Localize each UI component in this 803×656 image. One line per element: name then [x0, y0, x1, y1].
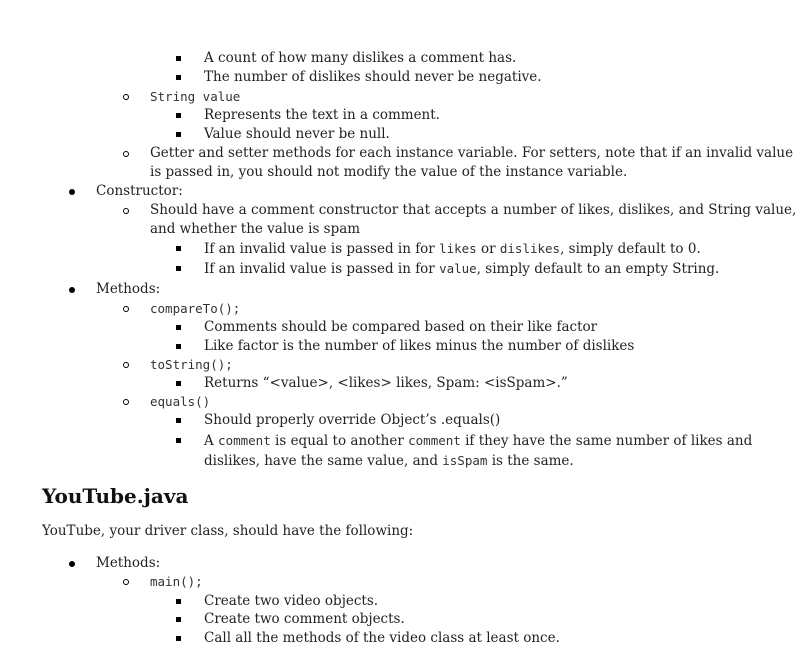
- list-item: Call all the methods of the video class at least once.: [204, 630, 560, 646]
- list-item: Create two video objects.: [204, 593, 379, 609]
- list-item: Should properly override Object’s .equals(): [204, 412, 501, 428]
- square-bullet-icon: [176, 381, 181, 386]
- disc-bullet-icon: [69, 287, 75, 293]
- list-item-code: String value: [150, 89, 241, 104]
- square-bullet-icon: [176, 246, 181, 251]
- section-heading: YouTube.java: [42, 484, 189, 508]
- circle-bullet-icon: [123, 362, 129, 368]
- circle-bullet-icon: [123, 208, 129, 214]
- circle-bullet-icon: [123, 151, 129, 157]
- square-bullet-icon: [176, 418, 181, 423]
- disc-bullet-icon: [69, 189, 75, 195]
- list-item: Getter and setter methods for each instance variable. For setters, note that if an invalid value: [150, 145, 794, 161]
- list-item: If an invalid value is passed in for likes or dislikes, simply default to 0.: [204, 241, 701, 257]
- list-item: Returns “<value>, <likes> likes, Spam: <isSpam>.”: [204, 375, 568, 391]
- method-name: main();: [150, 574, 203, 589]
- section-label: Methods:: [96, 555, 161, 571]
- circle-bullet-icon: [123, 579, 129, 585]
- square-bullet-icon: [176, 132, 181, 137]
- list-item-continuation: and whether the value is spam: [150, 221, 361, 237]
- list-item: Comments should be compared based on their like factor: [204, 319, 598, 335]
- square-bullet-icon: [176, 617, 181, 622]
- circle-bullet-icon: [123, 399, 129, 405]
- list-item: The number of dislikes should never be negative.: [204, 69, 542, 85]
- square-bullet-icon: [176, 636, 181, 641]
- list-item: Like factor is the number of likes minus the number of dislikes: [204, 338, 635, 354]
- square-bullet-icon: [176, 325, 181, 330]
- square-bullet-icon: [176, 599, 181, 604]
- method-name: toString();: [150, 357, 233, 372]
- square-bullet-icon: [176, 344, 181, 349]
- list-item: A comment is equal to another comment if they have the same number of likes and: [204, 433, 753, 449]
- list-item: Value should never be null.: [204, 126, 390, 142]
- list-item: Represents the text in a comment.: [204, 107, 440, 123]
- list-item: Should have a comment constructor that accepts a number of likes, dislikes, and String value,: [150, 202, 797, 218]
- list-item-continuation: dislikes, have the same value, and isSpam is the same.: [204, 453, 574, 469]
- square-bullet-icon: [176, 113, 181, 118]
- method-name: equals(): [150, 394, 211, 409]
- square-bullet-icon: [176, 75, 181, 80]
- paragraph: YouTube, your driver class, should have the following:: [42, 523, 414, 539]
- list-item: A count of how many dislikes a comment has.: [204, 50, 517, 66]
- list-item: If an invalid value is passed in for value, simply default to an empty String.: [204, 261, 720, 277]
- circle-bullet-icon: [123, 306, 129, 312]
- section-label: Methods:: [96, 281, 161, 297]
- circle-bullet-icon: [123, 94, 129, 100]
- list-item-continuation: is passed in, you should not modify the value of the instance variable.: [150, 164, 628, 180]
- list-item: Create two comment objects.: [204, 611, 405, 627]
- square-bullet-icon: [176, 56, 181, 61]
- square-bullet-icon: [176, 266, 181, 271]
- square-bullet-icon: [176, 438, 181, 443]
- disc-bullet-icon: [69, 561, 75, 567]
- method-name: compareTo();: [150, 301, 241, 316]
- section-label: Constructor:: [96, 183, 183, 199]
